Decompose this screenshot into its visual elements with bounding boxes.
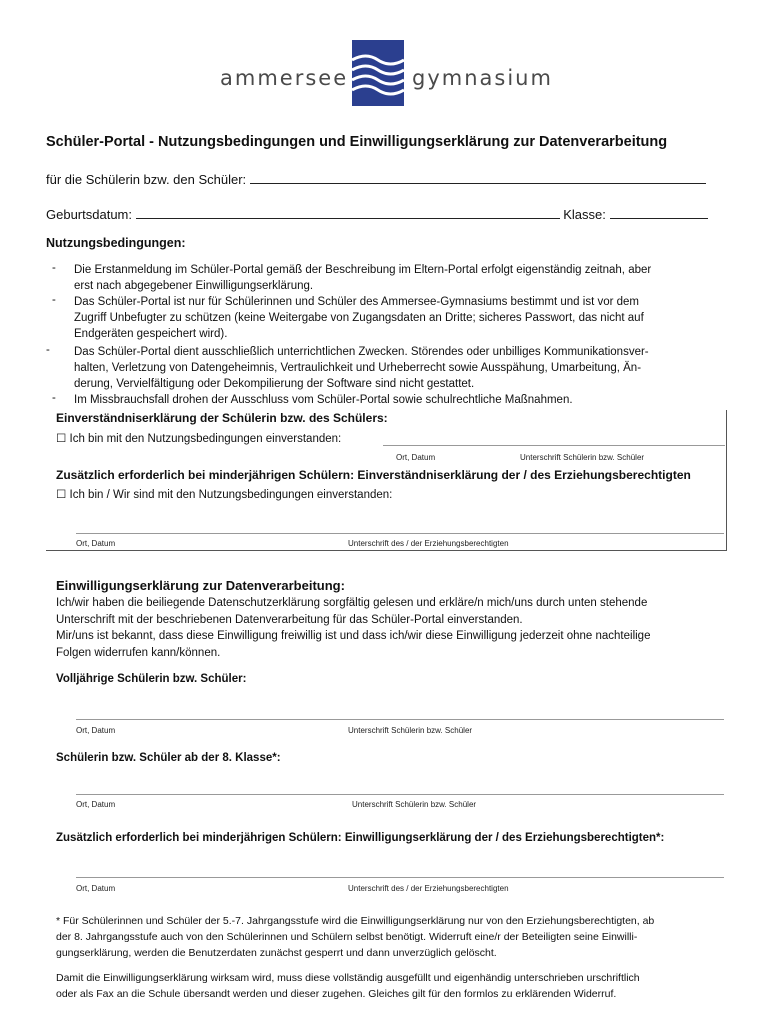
adult-heading: Volljährige Schülerin bzw. Schüler: — [56, 673, 247, 685]
closing-line: oder als Fax an die Schule übersandt werden und dieser zugehen. Gleiches gilt für den formlos zu erklärenden Widerruf. — [56, 988, 617, 1000]
parents-consent-heading: Zusätzlich erforderlich bei minderjährigen Schülern: Einverständniserklärung der / des Erziehungsberechtigten — [56, 468, 691, 482]
student-name-field[interactable] — [46, 172, 706, 187]
terms-line: halten, Verletzung von Datengeheimnis, Vertraulichkeit und Urheberrecht sowie Ausspähung, Umarbeitung, Än- — [74, 362, 642, 374]
signature-caption: Unterschrift Schülerin bzw. Schüler — [348, 726, 473, 735]
student-name-label: für die Schülerin bzw. den Schüler: — [46, 172, 247, 187]
signature-line[interactable] — [76, 719, 724, 720]
signature-caption: Unterschrift Schülerin bzw. Schüler — [352, 800, 477, 809]
bullet-dash: - — [52, 392, 56, 404]
school-logo-icon — [352, 40, 404, 106]
signature-line[interactable] — [76, 794, 724, 795]
terms-item — [74, 262, 734, 294]
checkbox-icon[interactable]: ☐ — [56, 489, 67, 501]
logo-text-left: ammersee — [220, 66, 349, 90]
terms-line: derung, Vervielfältigung oder Dekompilierung der Software sind nicht gestattet. — [74, 378, 475, 390]
terms-heading: Nutzungsbedingungen: — [46, 236, 186, 250]
checkbox-label: Ich bin mit den Nutzungsbedingungen einverstanden: — [69, 433, 342, 445]
data-consent-text — [56, 595, 650, 661]
birth-date-label: Geburtsdatum: — [46, 207, 132, 222]
checkbox-icon[interactable]: ☐ — [56, 433, 67, 445]
footnote-line: * Für Schülerinnen und Schüler der 5.-7. Jahrgangsstufe wird die Einwilligungserklärung nur von den Erziehungsberechtigten, ab — [56, 915, 655, 927]
terms-item — [74, 294, 734, 342]
student-consent-heading: Einverständniserklärung der Schülerin bzw. des Schülers: — [56, 411, 388, 425]
data-consent-line: Folgen widerrufen kann/können. — [56, 646, 221, 659]
terms-line: Zugriff Unbefugter zu schützen (keine Weitergabe von Zugangsdaten an Dritte; sicheres Passwort, das nicht auf — [74, 312, 644, 324]
terms-line: Das Schüler-Portal dient ausschließlich unterrichtlichen Zwecken. Störendes oder unbilliges Kommunikationsver- — [74, 346, 649, 358]
consent-frame — [46, 410, 727, 551]
place-date-caption: Ort, Datum — [76, 884, 116, 893]
terms-line: Die Erstanmeldung im Schüler-Portal gemäß der Beschreibung im Eltern-Portal erfolgt eigenständig zeitnah, aber — [74, 264, 652, 276]
terms-line: Endgeräten gespeichert wird). — [74, 328, 228, 340]
place-date-caption: Ort, Datum — [76, 539, 116, 548]
data-consent-line: Unterschrift mit der beschriebenen Datenverarbeitung für das Schüler-Portal einverstanden. — [56, 613, 523, 626]
class-line[interactable] — [610, 218, 708, 219]
birth-date-field[interactable] — [46, 207, 708, 222]
student-name-line[interactable] — [250, 183, 706, 184]
terms-line: Das Schüler-Portal ist nur für Schülerinnen und Schüler des Ammersee-Gymnasiums bestimmt und ist vor dem — [74, 296, 640, 308]
terms-item — [74, 344, 734, 392]
place-date-caption: Ort, Datum — [396, 453, 436, 462]
grade8-heading: Schülerin bzw. Schüler ab der 8. Klasse*: — [56, 752, 281, 764]
bullet-dash: - — [52, 262, 56, 274]
data-consent-heading: Einwilligungserklärung zur Datenverarbeitung: — [56, 578, 345, 593]
parents2-heading: Zusätzlich erforderlich bei minderjährigen Schülern: Einwilligungserklärung der / des Erziehungsberechtigten*: — [56, 832, 665, 844]
place-date-caption: Ort, Datum — [76, 726, 116, 735]
terms-item — [74, 392, 734, 408]
class-label: Klasse: — [563, 207, 606, 222]
signature-caption: Unterschrift des / der Erziehungsberechtigten — [348, 884, 509, 893]
birth-date-line[interactable] — [136, 218, 560, 219]
signature-caption: Unterschrift Schülerin bzw. Schüler — [520, 453, 645, 462]
footnote — [56, 913, 746, 961]
closing-note — [56, 970, 746, 1002]
signature-caption: Unterschrift des / der Erziehungsberechtigten — [348, 539, 509, 548]
checkbox-label: Ich bin / Wir sind mit den Nutzungsbedingungen einverstanden: — [69, 489, 393, 501]
bullet-dash: - — [46, 344, 50, 356]
page-title: Schüler-Portal - Nutzungsbedingungen und Einwilligungserklärung zur Datenverarbeitung — [46, 134, 668, 150]
footnote-line: gungserklärung, werden die Benutzerdaten zunächst gesperrt und dann unverzüglich gelöscht. — [56, 947, 497, 959]
terms-line: Im Missbrauchsfall drohen der Ausschluss vom Schüler-Portal sowie schulrechtliche Maßnahmen. — [74, 394, 573, 406]
logo-text-right: gymnasium — [412, 66, 553, 90]
data-consent-line: Ich/wir haben die beiliegende Datenschutzerklärung sorgfältig gelesen und erkläre/n mich/uns durch unten stehende — [56, 597, 648, 609]
place-date-caption: Ort, Datum — [76, 800, 116, 809]
closing-line: Damit die Einwilligungserklärung wirksam wird, muss diese vollständig ausgefüllt und eigenhändig unterschrieben urschriftlich — [56, 972, 640, 984]
bullet-dash: - — [52, 294, 56, 306]
footnote-line: der 8. Jahrgangsstufe auch von den Schülerinnen und Schülern selbst benötigt. Widerruft eine/r der Beteiligten seine Einwilli- — [56, 931, 638, 943]
terms-line: erst nach abgegebener Einwilligungserklärung. — [74, 280, 314, 292]
data-consent-line: Mir/uns ist bekannt, dass diese Einwilligung freiwillig ist und dass ich/wir diese Einwilligung jederzeit ohne nachteilige — [56, 630, 651, 642]
signature-line[interactable] — [76, 877, 724, 878]
